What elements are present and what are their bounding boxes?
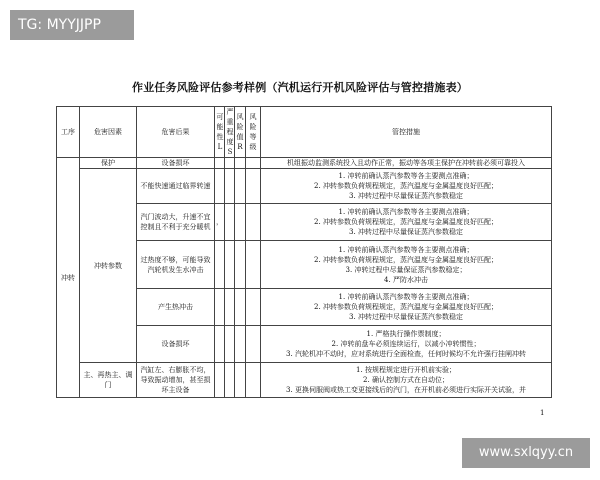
measures-cell: 1. 冲转前确认蒸汽参数等各主要测点准确； 2. 冲转参数负荷规程规定，蒸汽温度与金属温度良好匹配； 3. 冲转过程中尽量保证蒸汽参数稳定 (261, 169, 552, 204)
table-row (57, 158, 552, 169)
document-title: 作业任务风险评估参考样例（汽机运行开机风险评估与管控措施表） (132, 81, 468, 94)
header-process: 工序 (57, 107, 80, 158)
measures-cell: 1. 严格执行操作票制度； 2. 冲转前盘车必须连续运行，以减小冲转惯性； 3. 汽轮机冲不动时，应对系统进行全面检查，任何时候均不允许强行挂闸冲转 (261, 326, 552, 363)
probability-cell: ， (215, 204, 225, 241)
consequence-cell: 过热度不够，可能导致汽轮机发生水冲击 (137, 241, 215, 289)
header-consequence: 危害后果 (137, 107, 215, 158)
factor-cell: 主、再热主、调门 (80, 363, 137, 398)
header-S: 严重程度S (226, 108, 234, 156)
header-measures: 管控措施 (261, 107, 552, 158)
risk-assessment-table (56, 106, 552, 398)
measures-cell: 1. 按规程规定进行开机前实验； 2. 确认控制方式在自动位； 3. 更换伺服阀或热工变更接线后的汽门，在开机前必须进行实际开关试验，并 (261, 363, 552, 398)
factor-cell: 保护 (80, 158, 137, 169)
measures-cell: 1. 冲转前确认蒸汽参数等各主要测点准确； 2. 冲转参数负荷规程规定，蒸汽温度与金属温度良好匹配； 3. 冲转过程中尽量保证蒸汽参数稳定 (261, 289, 552, 326)
measures-cell: 1. 冲转前确认蒸汽参数等各主要测点准确； 2. 冲转参数负荷规程规定，蒸汽温度与金属温度良好匹配； 3. 冲转过程中尽量保证蒸汽参数稳定； 4. 严防水冲击 (261, 241, 552, 289)
watermark-top-left: TG: MYYJJPP (10, 10, 134, 40)
table-header-row (57, 107, 552, 158)
header-factor: 危害因素 (80, 107, 137, 158)
consequence-cell: 产生热冲击 (137, 289, 215, 326)
measures-cell: 机组振动监测系统投入且动作正常，振动等各项主保护在冲转前必须可靠投入 (261, 158, 552, 169)
table-row (57, 363, 552, 398)
consequence-cell: 汽门波动大，升速不宜控制且不利于充分暖机 (137, 204, 215, 241)
page-number: 1 (540, 409, 545, 417)
header-R: 风险值R (235, 107, 246, 158)
table-row (57, 169, 552, 204)
consequence-cell: 汽缸左、右膨胀不均，导致振动增加，甚至损坏主设备 (137, 363, 215, 398)
consequence-cell: 设备损坏 (137, 326, 215, 363)
measures-cell: 1. 冲转前确认蒸汽参数等各主要测点准确； 2. 冲转参数负荷规程规定，蒸汽温度与金属温度良好匹配； 3. 冲转过程中尽量保证蒸汽参数稳定 (261, 204, 552, 241)
consequence-cell: 不能快速通过临界转速 (137, 169, 215, 204)
factor-cell: 冲转参数 (80, 169, 137, 363)
header-level: 风险等级 (246, 107, 261, 158)
watermark-bottom-right: www.sxlqyy.cn (462, 438, 590, 468)
process-cell: 冲转 (57, 158, 80, 398)
header-L: 可能性L (215, 107, 225, 158)
consequence-cell: 设备损坏 (137, 158, 215, 169)
